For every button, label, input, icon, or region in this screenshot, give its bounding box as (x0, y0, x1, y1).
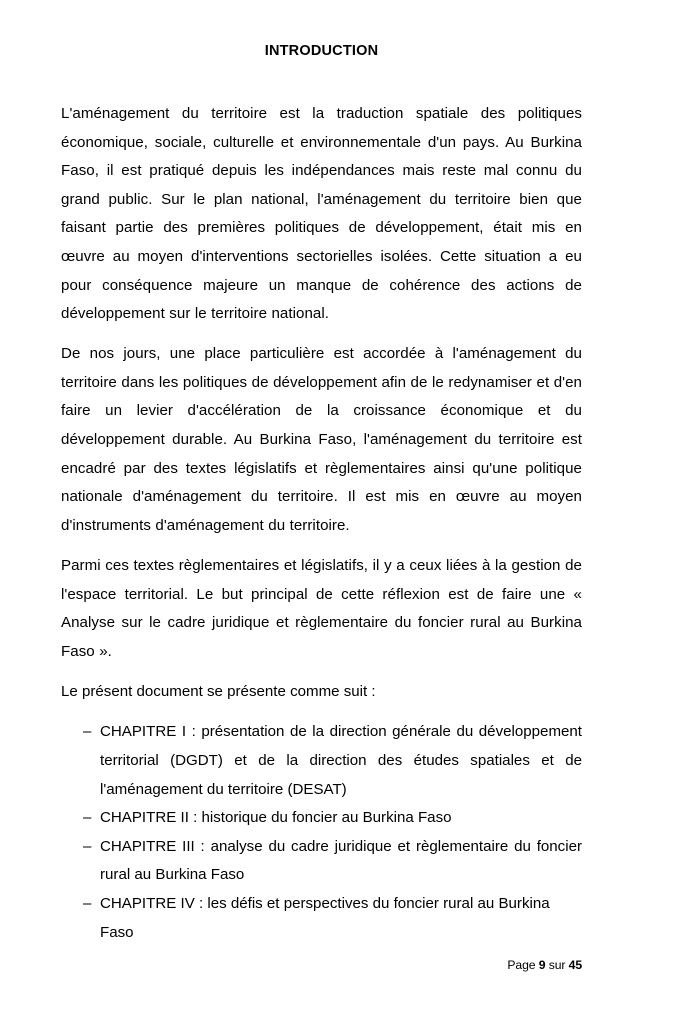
list-item (61, 804, 582, 833)
list-dash-icon: – (83, 837, 92, 855)
page-footer (61, 957, 582, 973)
list-item (61, 833, 582, 890)
list-item-label: CHAPITRE I : présentation de la direction générale du développement territorial (DGDT) et de la direction des études spatiales et de l'aménagement du territoire (DESAT) (100, 723, 582, 798)
paragraph-1: L'aménagement du territoire est la traduction spatiale des politiques économique, sociale, culturelle et environnementale d'un pays. Au Burkina Faso, il est pratiqué depuis les indépendances mais reste mal connu du grand public. Sur le plan national, l'aménagement du territoire bien que faisant partie des premières politiques de développement, était mis en œuvre au moyen d'interventions sectorielles isolées. Cette situation a eu pour conséquence majeure un manque de cohérence des actions de développement sur le territoire national. (61, 105, 582, 323)
list-item (61, 890, 582, 947)
page-title: INTRODUCTION (264, 43, 379, 59)
list-item-label: CHAPITRE III : analyse du cadre juridique et règlementaire du foncier rural au Burkina Faso (100, 837, 582, 884)
footer-prefix: Page (507, 958, 539, 972)
list-item (61, 718, 582, 804)
list-item-label: CHAPITRE IV : les défis et perspectives du foncier rural au Burkina Faso (100, 894, 550, 941)
list-dash-icon: – (83, 894, 92, 912)
list-intro-line: Le présent document se présente comme suit : (61, 682, 376, 700)
footer-total-pages: 45 (568, 958, 582, 972)
list-item-label: CHAPITRE II : historique du foncier au Burkina Faso (100, 809, 452, 827)
footer-current-page: 9 (538, 958, 546, 972)
paragraph-3: Parmi ces textes règlementaires et législatifs, il y a ceux liées à la gestion de l'espace territorial. Le but principal de cette réflexion est de faire une « Analyse sur le cadre juridique et règlementaire du foncier rural au Burkina Faso ». (61, 556, 582, 660)
body-text-block (61, 100, 582, 947)
list-dash-icon: – (83, 809, 92, 827)
list-dash-icon: – (83, 723, 92, 741)
footer-middle: sur (545, 958, 569, 972)
paragraph-2: De nos jours, une place particulière est accordée à l'aménagement du territoire dans les politiques de développement afin de le redynamiser et d'en faire un levier d'accélération de la croissance économique et du développement durable. Au Burkina Faso, l'aménagement du territoire est encadré par des textes législatifs et règlementaires ainsi qu'une politique nationale d'aménagement du territoire. Il est mis en œuvre au moyen d'instruments d'aménagement du territoire. (61, 345, 582, 534)
chapter-list (61, 718, 582, 947)
